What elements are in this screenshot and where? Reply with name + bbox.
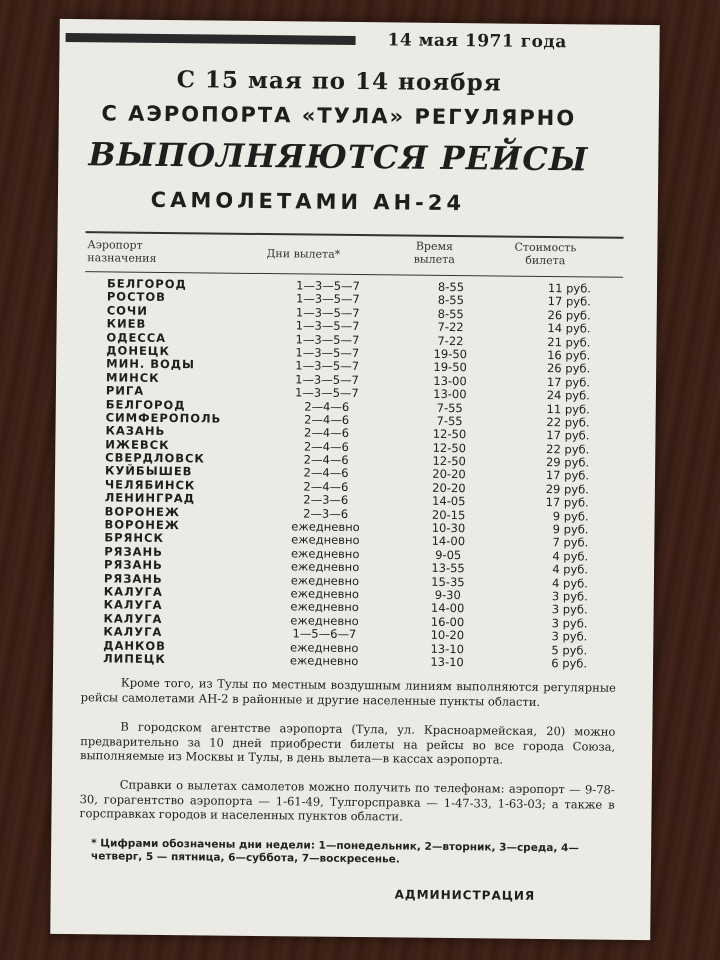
destination-cell: ОДЕССА [106, 329, 167, 345]
days-cell: 1—3—5—7 [295, 358, 360, 374]
price-cell: 3 руб. [551, 589, 588, 604]
time-cell: 13-10 [430, 641, 465, 656]
col-time-header: Время вылета [413, 239, 455, 267]
price-cell: 4 руб. [552, 548, 589, 564]
price-cell: 24 руб. [546, 388, 590, 403]
days-cell: 1—3—5—7 [295, 318, 360, 334]
destination-cell: МИН. ВОДЫ [106, 356, 196, 372]
price-cell: 9 руб. [552, 522, 589, 537]
days-cell: 1—3—5—7 [294, 385, 359, 401]
destination-cell: РИГА [105, 383, 145, 398]
days-cell: ежедневно [289, 639, 359, 655]
days-cell: 2—4—6 [303, 465, 349, 481]
time-cell: 7-22 [437, 333, 464, 348]
days-cell: 1—5—6—7 [292, 626, 357, 642]
destination-cell: ЛЕНИНГРАД [104, 490, 196, 506]
time-cell: 8-55 [437, 279, 465, 295]
time-cell: 10-30 [431, 520, 466, 536]
days-cell: 2—4—6 [303, 452, 349, 468]
destination-cell: БЕЛГОРОД [106, 276, 187, 292]
price-cell: 4 руб. [552, 575, 589, 591]
price-cell: 22 руб. [546, 414, 590, 430]
destination-cell: РОСТОВ [106, 289, 167, 305]
price-cell: 6 руб. [551, 656, 588, 671]
days-cell: 2—4—6 [303, 439, 349, 454]
destination-cell: КАЗАНЬ [105, 423, 166, 439]
days-cell: 2—4—6 [303, 479, 349, 494]
price-cell: 17 руб. [546, 428, 590, 443]
days-cell: 1—3—5—7 [295, 345, 360, 360]
issue-date: 14 мая 1971 года [387, 30, 567, 53]
price-cell: 17 руб. [546, 374, 591, 390]
headline-aircraft: САМОЛЕТАМИ АН-24 [150, 187, 466, 216]
table-top-rule [86, 231, 624, 239]
time-cell: 9-30 [434, 587, 461, 603]
days-cell: ежедневно [290, 613, 359, 628]
headline-dates: С 15 мая по 14 ноября [176, 66, 502, 97]
destination-cell: РЯЗАНЬ [104, 557, 163, 573]
price-cell: 26 руб. [546, 361, 591, 376]
days-cell: 2—4—6 [303, 425, 350, 441]
top-rule [66, 33, 356, 45]
days-cell: ежедневно [289, 653, 359, 668]
days-cell: ежедневно [290, 559, 360, 575]
time-cell: 13-10 [430, 654, 464, 670]
price-cell: 16 руб. [547, 347, 591, 363]
time-cell: 15-35 [431, 574, 465, 589]
days-cell: ежедневно [291, 532, 360, 548]
time-cell: 8-55 [437, 306, 464, 321]
price-cell: 17 руб. [547, 294, 591, 309]
price-cell: 21 руб. [547, 334, 591, 350]
days-cell: 1—3—5—7 [295, 372, 360, 387]
price-cell: 7 руб. [552, 535, 589, 550]
price-cell: 3 руб. [551, 602, 588, 617]
time-cell: 7-22 [437, 320, 464, 335]
price-cell: 17 руб. [545, 495, 589, 510]
paragraph-agency: В городском агентстве аэропорта (Тула, ул. Красноармейская, 20) можно предварительно за 10 дней приобрести билеты на рейсы во все города Союза, выполняемые из Москвы и Тулы, в день вылета—в кассах аэропорта. [80, 719, 616, 767]
days-cell: 2—3—6 [303, 492, 349, 508]
destination-cell: КАЛУГА [103, 624, 163, 640]
time-cell: 12-50 [432, 453, 466, 469]
time-cell: 10-20 [430, 627, 465, 643]
price-cell: 11 руб. [547, 281, 592, 296]
destination-cell: СИМФЕРОПОЛЬ [105, 410, 222, 426]
destination-cell: КАЛУГА [103, 584, 163, 599]
destination-cell: КУЙБЫШЕВ [105, 463, 193, 479]
destination-cell: КАЛУГА [103, 597, 163, 613]
time-cell: 16-00 [430, 614, 465, 629]
days-cell: ежедневно [290, 546, 360, 561]
paragraph-an2: Кроме того, из Тулы по местным воздушным линиям выполняются регулярные рейсы самолетами АН-2 в районные и другие населенные пункты области. [80, 675, 616, 709]
price-cell: 29 руб. [545, 481, 589, 497]
time-cell: 14-05 [431, 494, 466, 509]
paragraph-phones: Справки о вылетах самолетов можно получить по телефонам: аэропорт — 9-78-30, горагентство аэропорта — 1-61-49, Тулгорсправка — 1-47-33, 1-63-03; а также в горсправках городов и населенных пунктов области. [79, 777, 615, 824]
headline-airport: С АЭРОПОРТА «ТУЛА» РЕГУЛЯРНО [101, 101, 577, 131]
destination-cell: МИНСК [105, 370, 160, 385]
destination-cell: РЯЗАНЬ [104, 544, 164, 559]
destination-cell: ВОРОНЕЖ [104, 517, 180, 533]
destination-cell: ИЖЕВСК [105, 437, 170, 452]
time-cell: 12-50 [432, 440, 467, 455]
time-cell: 20-15 [431, 507, 466, 522]
destination-cell: ДОНЕЦК [106, 343, 170, 359]
destination-cell: БЕЛГОРОД [105, 396, 186, 412]
col-destination-header: Аэропорт назначения [87, 238, 157, 265]
col-price-header: Стоимость билета [514, 240, 577, 268]
price-cell: 3 руб. [551, 615, 588, 631]
price-cell: 17 руб. [545, 468, 590, 483]
time-cell: 13-00 [433, 373, 467, 388]
destination-cell: КИЕВ [106, 316, 147, 331]
time-cell: 13-55 [431, 561, 465, 576]
destination-cell: ЛИПЕЦК [103, 651, 166, 666]
destination-cell: СОЧИ [106, 303, 148, 318]
days-cell: ежедневно [291, 519, 360, 535]
price-cell: 26 руб. [547, 307, 591, 323]
time-cell: 20-20 [432, 467, 466, 482]
time-cell: 9-05 [435, 547, 462, 562]
time-cell: 19-50 [433, 360, 467, 375]
destination-cell: СВЕРДЛОВСК [105, 450, 205, 466]
destination-cell: РЯЗАНЬ [103, 570, 163, 586]
price-cell: 5 руб. [551, 642, 588, 657]
destination-cell: БРЯНСК [104, 530, 164, 546]
headline-main: ВЫПОЛНЯЮТСЯ РЕЙСЫ [88, 135, 589, 179]
days-cell: 1—3—5—7 [295, 305, 360, 320]
days-cell: ежедневно [290, 586, 360, 602]
price-cell: 3 руб. [551, 629, 588, 644]
destination-cell: КАЛУГА [103, 611, 163, 626]
days-cell: 2—4—6 [304, 398, 350, 414]
price-cell: 4 руб. [552, 562, 589, 577]
time-cell: 14-00 [431, 534, 466, 549]
time-cell: 14-00 [430, 601, 465, 616]
price-cell: 9 руб. [552, 508, 589, 524]
col-days-header: Дни вылета* [266, 247, 341, 261]
price-cell: 29 руб. [545, 455, 590, 470]
days-cell: 1—3—5—7 [296, 278, 360, 294]
days-cell: 2—3—6 [303, 506, 349, 521]
time-cell: 19-50 [433, 346, 468, 362]
days-cell: ежедневно [290, 599, 359, 615]
time-cell: 12-50 [432, 427, 467, 442]
time-cell: 13-00 [433, 386, 467, 402]
price-cell: 11 руб. [546, 401, 590, 416]
signature: АДМИНИСТРАЦИЯ [394, 887, 536, 903]
schedule-table [87, 277, 621, 671]
price-cell: 14 руб. [547, 321, 591, 336]
footnote: * Цифрами обозначены дни недели: 1—понедельник, 2—вторник, 3—среда, 4—четверг, 5 — пятница, 6—суббота, 7—воскресенье. [90, 837, 579, 866]
destination-cell: ЧЕЛЯБИНСК [104, 477, 196, 493]
time-cell: 20-20 [432, 480, 466, 496]
price-cell: 22 руб. [546, 441, 590, 457]
time-cell: 7-55 [436, 413, 463, 429]
days-cell: ежедневно [290, 572, 360, 588]
days-cell: 1—3—5—7 [295, 331, 360, 347]
days-cell: 2—4—6 [304, 412, 350, 427]
days-cell: 1—3—5—7 [295, 291, 360, 307]
newspaper-clipping [50, 19, 660, 940]
time-cell: 7-55 [436, 400, 463, 415]
time-cell: 8-55 [437, 293, 465, 308]
destination-cell: ДАНКОВ [103, 637, 167, 653]
destination-cell: ВОРОНЕЖ [104, 504, 181, 519]
